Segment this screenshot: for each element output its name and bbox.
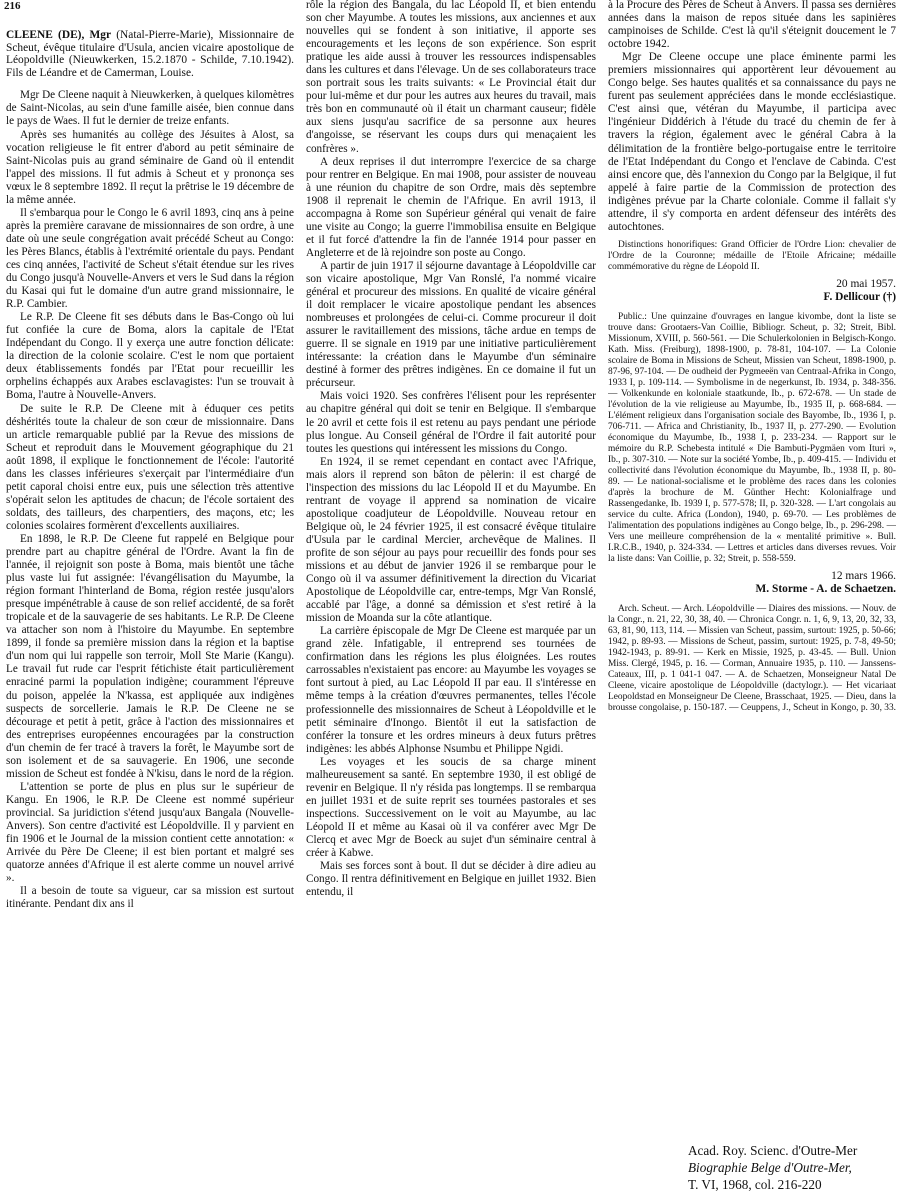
column-3 (608, 0, 896, 1185)
signature-author: M. Storme - A. de Schaetzen. (755, 582, 896, 595)
paragraph: De suite le R.P. De Cleene mit à éduquer ces petits déshérités toute la chaleur de son cœur de missionnaire. Dans un article remarquable publié par la Revue des missions de Scheut et reproduit dans le Mouvement géographique du 21 août 1898, il explique le fonctionnement de l'école: l'autorité dans les classes inférieures s'exerçait par l'intermédiaire d'un petit caporal choisi entre eux, puis une sélection très attentive s'opérait selon les aptitudes de chacun; de l'école sortaient des soldats, des tailleurs, des charpentiers, des maçons, etc; les colonies scolaires formèrent d'excellents auxiliaires. (6, 402, 294, 532)
paragraph: En 1924, il se remet cependant en contact avec l'Afrique, mais alors il reprend son bâton de pèlerin: il est chargé de l'inspection des missions du lac Léopold II et du Mayumbe. En rentrant de voyage il apprend sa nomination de vicaire apostolique coadjuteur de Léopoldville. Nouveau retour en Belgique où, le 24 février 1925, il est consacré évêque titulaire d'Usula par le cardinal Mercier, archevêque de Malines. Il profite de son séjour au pays pour recueillir des fonds pour ses missions et au début de janvier 1926 il se rembarque pour le Congo où il va assumer définitivement la direction du Vicariat Apostolique de Léopoldville car, entre-temps, Mgr Van Ronslé, accablé par l'âge, a donné sa démission et s'est retiré à la mission de Moanda sur la côte atlantique. (306, 455, 596, 625)
entry-given-names: (Natal-Pierre-Marie), (116, 29, 214, 41)
distinctions-note (608, 240, 896, 273)
citation-line: Acad. Roy. Scienc. d'Outre-Mer (688, 1143, 858, 1158)
paragraph: Après ses humanités au collège des Jésuites à Alost, sa vocation religieuse le fit entrer d'abord au petit séminaire de Saint-Nicolas puis au grand séminaire de Gand où il entendit l'appel des missions. Il fut admis à Scheut et y prononça ses vœux le 8 septembre 1892. Il reçut la prêtrise le 19 décembre de la même année. (6, 128, 294, 206)
column-2 (306, 0, 596, 1185)
paragraph: Mais ses forces sont à bout. Il dut se décider à dire adieu au Congo. Il rentra définitivement en Belgique en juillet 1932. Bien entendu, il (306, 860, 596, 899)
paragraph: A partir de juin 1917 il séjourne davantage à Léopoldville car son vicaire apostolique, Mgr Van Ronslé, l'a nommé vicaire général et procureur des missions. En qualité de vicaire général il doit remplacer le vicaire apostolique pendant les absences nombreuses et prolongées de celui-ci. Comme procureur il doit assurer le ravitaillement des missions, tâche ardue en temps de guerre. Il se signale en 1919 par une initiative particulièrement intéressante: la création dans le Mayumbe d'un séminaire destiné à former des prêtres indigènes. En ce domaine il fut un précurseur. (306, 259, 596, 390)
citation-line: T. VI, 1968, col. 216-220 (688, 1177, 822, 1192)
paragraph: La carrière épiscopale de Mgr De Cleene est marquée par un grand zèle. Infatigable, il entreprend ses tournées de confirmation dans les régions les plus éloignées. Les routes carrossables n'existaient pas encore: au Mayumbe les voyages se font surtout à pied, au Lac Léopold II par eau. Il s'intéresse en même temps à la création d'œuvres permanentes, telles l'école professionnelle des missionnaires de Scheut à Léopoldville et le petit séminaire d'Inongo. Bientôt il eut la satisfaction de conférer la tonsure et les ordres mineurs à deux futurs prêtres indigènes: les abbés Alphonse Nsumbu et Philippe Ngidi. (306, 625, 596, 755)
signature-date: 12 mars 1966. (831, 569, 896, 582)
citation-line: Biographie Belge d'Outre-Mer, (688, 1160, 852, 1175)
signature-author: F. Dellicour (†) (823, 290, 896, 303)
paragraph: Mais voici 1920. Ses confrères l'élisent pour les représenter au chapitre général qui doit se tenir en Belgique. Il s'embarque le 20 avril et cette fois il est retenu au pays pendant une période plus longue. Au Conseil général de l'Ordre il fait autorité pour toutes les questions qui intéressent les missions du Congo. (306, 390, 596, 455)
publications-list (608, 312, 896, 565)
paragraph: Les voyages et les soucis de sa charge minent malheureusement sa santé. En septembre 1930, il est obligé de revenir en Belgique. Il n'y résida pas longtemps. Il se rembarqua en juillet 1931 et de suite reprit ses tournées pastorales et ses inspections. Successivement on le voit au Mayumbe, au lac Léopold II et même au Kasai où il va conférer avec Mgr De Clercq et avec Mgr de Boeck au sujet d'un séminaire central à créer à Kabwe. (306, 755, 596, 860)
distinctions-text: Distinctions honorifiques: Grand Officier de l'Ordre Lion: chevalier de l'Ordre de la Couronne; médaille de l'Etoile Africaine; médaille commémorative du règne de Léopold II. (608, 239, 896, 272)
entry-name: CLEENE (DE), Mgr (6, 29, 112, 41)
paragraph: L'attention se porte de plus en plus sur le supérieur de Kangu. En 1906, le R.P. De Cleene est nommé supérieur provincial. Sa juridiction s'étend jusqu'aux Bangala (Nouvelle-Anvers). Son centre d'activité est Léopoldville. Il y parvient en fin 1906 et le Journal de la mission contient cette annotation: « Arrivée du Père De Cleene; il est bien portant et malgré ses quatorze années d'Afrique il est alerte comme un nouvel arrivé ». (6, 780, 294, 885)
paragraph: En 1898, le R.P. De Cleene fut rappelé en Belgique pour prendre part au chapitre général de l'Ordre. Avant la fin de l'année, il rejoignit son poste à Boma, mais bientôt une tâche plus vaste lui fut assignée: l'évangélisation du Mayumbe, la région formant l'hinterland de Boma, région restée jusqu'alors presque impénétrable à cause de son relief accidenté, de sa forêt tropicale et de la sauvagerie de ses habitants. Le R.P. De Cleene va attacher son nom à l'histoire du Mayumbe. En septembre 1899, il fonde sa première mission dans la région et la baptise d'un nom qui lui rappelle son terroir, Moll Ste Marie (Kangu). Le travail fut rude car l'esprit fétichiste était particulièrement enraciné parmi la population indigène; couramment l'épreuve du poison, appelée la N'kassa, est appliquée aux indigènes suspects de sorcellerie. Jamais le R.P. De Cleene ne se décourage et petit à petit, grâce à l'action des missionnaires et des entreprises européennes encouragées par la construction d'un chemin de fer tracé à travers la forêt, le Mayumbe sort de son isolement et de sa sauvagerie. En 1906, une seconde mission de Scheut est fondée à N'kisu, dans le nord de la région. (6, 532, 294, 780)
sources-text: Arch. Scheut. — Arch. Léopoldville — Diaires des missions. — Nouv. de la Congr., n. 21, 22, 30, 38, 40. — Chronica Congr. n. 1, 6, 9, 13, 20, 32, 33, 63, 81, 90, 113, 114. — Missien van Scheut, passim, surtout: 1925, p. 50-66; 1942, p. 89-93. — Missions de Scheut, passim, surtout: 1925, p. 7-8, 49-50; 1942-1943, p. 89-91. — Kerk en Missie, 1925, p. 43-45. — Bull. Union Miss. Clergé, 1945, p. 16. — Corman, Annuaire 1935, p. 110. — Janssens-Cateaux, III, p. 1 041-1 047. — A. de Schaetzen, Monseigneur Natal De Cleene, vicaire apostolique de Léopoldville (dactylogr.). — Het vicariaat Leopoldstad en Monseigneur De Cleene, Brasschaat, 1925. — Dieu, dans la brousse congolaise, p. 150-187. — Ceuppens, J., Scheut in Kongo, p. 30, 33. (608, 604, 896, 714)
paragraph: A deux reprises il dut interrompre l'exercice de sa charge pour rentrer en Belgique. En mai 1908, pour assister de nouveau à une réunion du chapitre de son Ordre, mais dès septembre 1908 il reprenait le chemin de l'Afrique. En avril 1913, il accompagna à Rome son Supérieur général qui venait de faire une visite au Congo; la guerre l'immobilisa ensuite en Belgique et il fut forcé d'attendre la fin de l'année 1914 pour passer en Angleterre et de là rejoindre son poste au Congo. (306, 155, 596, 259)
signature-date: 20 mai 1957. (836, 277, 896, 290)
paragraph: rôle la région des Bangala, du lac Léopold II, et bien entendu son cher Mayumbe. A toutes les missions, aux anciennes et aux nouvelles qui se fondent à son initiative, il apporte ses encouragements et les leçons de son expérience. Son esprit pratique les aide aussi à trouver les ressources indispensables dans les cultures et dans l'élevage. Un de ses collaborateurs trace son portrait sous les traits suivants: « Le Provincial était dur pour lui-même et dur pour les autres aux heures du travail, mais très bon en communauté où il était un charmant causeur; fidèle aux siens jusqu'au sacrifice de sa personne aux heures d'angoisse, se réservant les coups durs qui menaçaient les confrères ». (306, 0, 596, 155)
paragraph: Mgr De Cleene naquit à Nieuwkerken, à quelques kilomètres de Saint-Nicolas, au sein d'une famille aisée, bien connue dans le pays de Waes. Il fut le dernier de treize enfants. (6, 89, 294, 128)
sources-list (608, 604, 896, 714)
entry-header (6, 29, 294, 79)
paragraph: Il s'embarqua pour le Congo le 6 avril 1893, cinq ans à peine après la première caravane de missionnaires de son ordre, à une date où une seule congrégation avait précédé Scheut au Congo: les Pères Blancs, établis à l'extrémité orientale du pays. Pendant ces cinq années, l'activité de Scheut s'était étendue sur les rives du Congo jusqu'à Nouvelle-Anvers et vers le Sud dans la région du Kasai qui fut le domaine d'un autre grand missionnaire, le R.P. Cambier. (6, 206, 294, 311)
entry-info: Missionnaire de Scheut, évêque titulaire d'Usula, ancien vicaire apostolique de Léopoldville (Nieuwkerken, 15.2.1870 - Schilde, 7.10.1942). Fils de Léandre et de Camerman, Louise. (6, 29, 294, 79)
paragraph: Mgr De Cleene occupe une place éminente parmi les premiers missionnaires qui apportèrent leur dévouement au Congo belge. Ses hautes qualités et sa connaissance du pays ne furent pas seulement appréciées dans le monde ecclésiastique. C'est ainsi que, vétéran du Mayumbe, il participa avec l'ingénieur Diddérich à l'étude du tracé du chemin de fer à travers la région, également avec le général Cabra à la délimitation de la frontière belgo-portugaise entre le territoire de l'Etat Indépendant du Congo et l'enclave de Cabinda. C'est ainsi encore que, dès l'annexion du Congo par la Belgique, il fut appelé à faire partie de la Commission de protection des indigènes prévue par la Charte coloniale. Comme il fallait s'y attendre, il s'y comporta en ardent défenseur des intérêts des autochtones. (608, 51, 896, 233)
page-number: 216 (4, 0, 21, 12)
source-citation (688, 1142, 898, 1193)
paragraph: Le R.P. De Cleene fit ses débuts dans le Bas-Congo où lui fut confiée la cure de Boma, alors la capitale de l'Etat Indépendant du Congo. Il y exerça une autre fonction délicate: la direction de la colonie scolaire. C'est le nom que portaient deux établissements fondés par l'Etat pour recueillir les orphelins échappés aux Arabes esclavagistes: l'un se trouvait à Boma, l'autre à Nouvelle-Anvers. (6, 311, 294, 402)
publications-text: Public.: Une quinzaine d'ouvrages en langue kivombe, dont la liste se trouve dans: Grootaers-Van Coillie, Bibliogr. Scheut, p. 32; Streit, Bibl. Missionum, XVIII, p. 560-561. — Die Schulerkolonien in Belgisch-Kongo. Kath. Miss. (Freiburg), 1898-1900, p. 78-81, 104-107. — La Colonie scolaire de Boma in Missions de Scheut, Missien van Scheut, 1898-1900, p. 87-96, 97-104. — De oudheid der Pygmeeën van Centraal-Afrika in Congo, 1933 I, p. 109-114. — Symbolisme in de negerkunst, Ib. 1934, p. 348-356. — Volkenkunde en koloniale staatkunde, Ib., p. 672-678. — Un stade de l'évolution de la vie religieuse au Mayumbe, Ib., 1935 II, p. 668-684. — L'élément religieux dans l'organisation sociale des Bayombe, Ib., 1936 I, p. 706-711. — Africa and Christianity, Ib., 1937 II, p. 277-290. — Evolution économique du Mayumbe, Ib., 1938 I, p. 233-234. — Rapport sur le mémoire du R.P. Schebesta intitulé « Die Bambuti-Pygmäen vom Ituri », Ib., p. 307-310. — Note sur la société Yombe, Ib., p. 409-415. — Individu et collectivité dans l'évolution économique du Mayumbe, Ib., 1938 II, p. 80-89. — Le national-socialisme et le problème des races dans les colonies d'après la brochure de M. Günther Hecht: Kolonialfrage und Rassengedanke, Ib. 1939 I, p. 577-578; II, p. 320-328. — L'art congolais au service du culte. Africa (London), 1940, p. 69-70. — Les problèmes de l'alimentation des populations indigènes au Congo belge, Ib., p. 296-298. — Vers une meilleure compréhension de la « mentalité primitive ». Bull. I.R.C.B., 1940, p. 324-334. — Lettres et articles dans diverses revues. Voir la liste dans: Van Coillie, p. 32; Streit, p. 558-559. (608, 311, 896, 564)
column-1 (6, 10, 294, 1196)
paragraph: Il a besoin de toute sa vigueur, car sa mission est surtout itinérante. Pendant dix ans il (6, 885, 294, 911)
paragraph: à la Procure des Pères de Scheut à Anvers. Il passa ses dernières années dans la maison de repos située dans les sapinières campinoises de Schilde. C'est là qu'il s'éteignit doucement le 7 octobre 1942. (608, 0, 896, 51)
